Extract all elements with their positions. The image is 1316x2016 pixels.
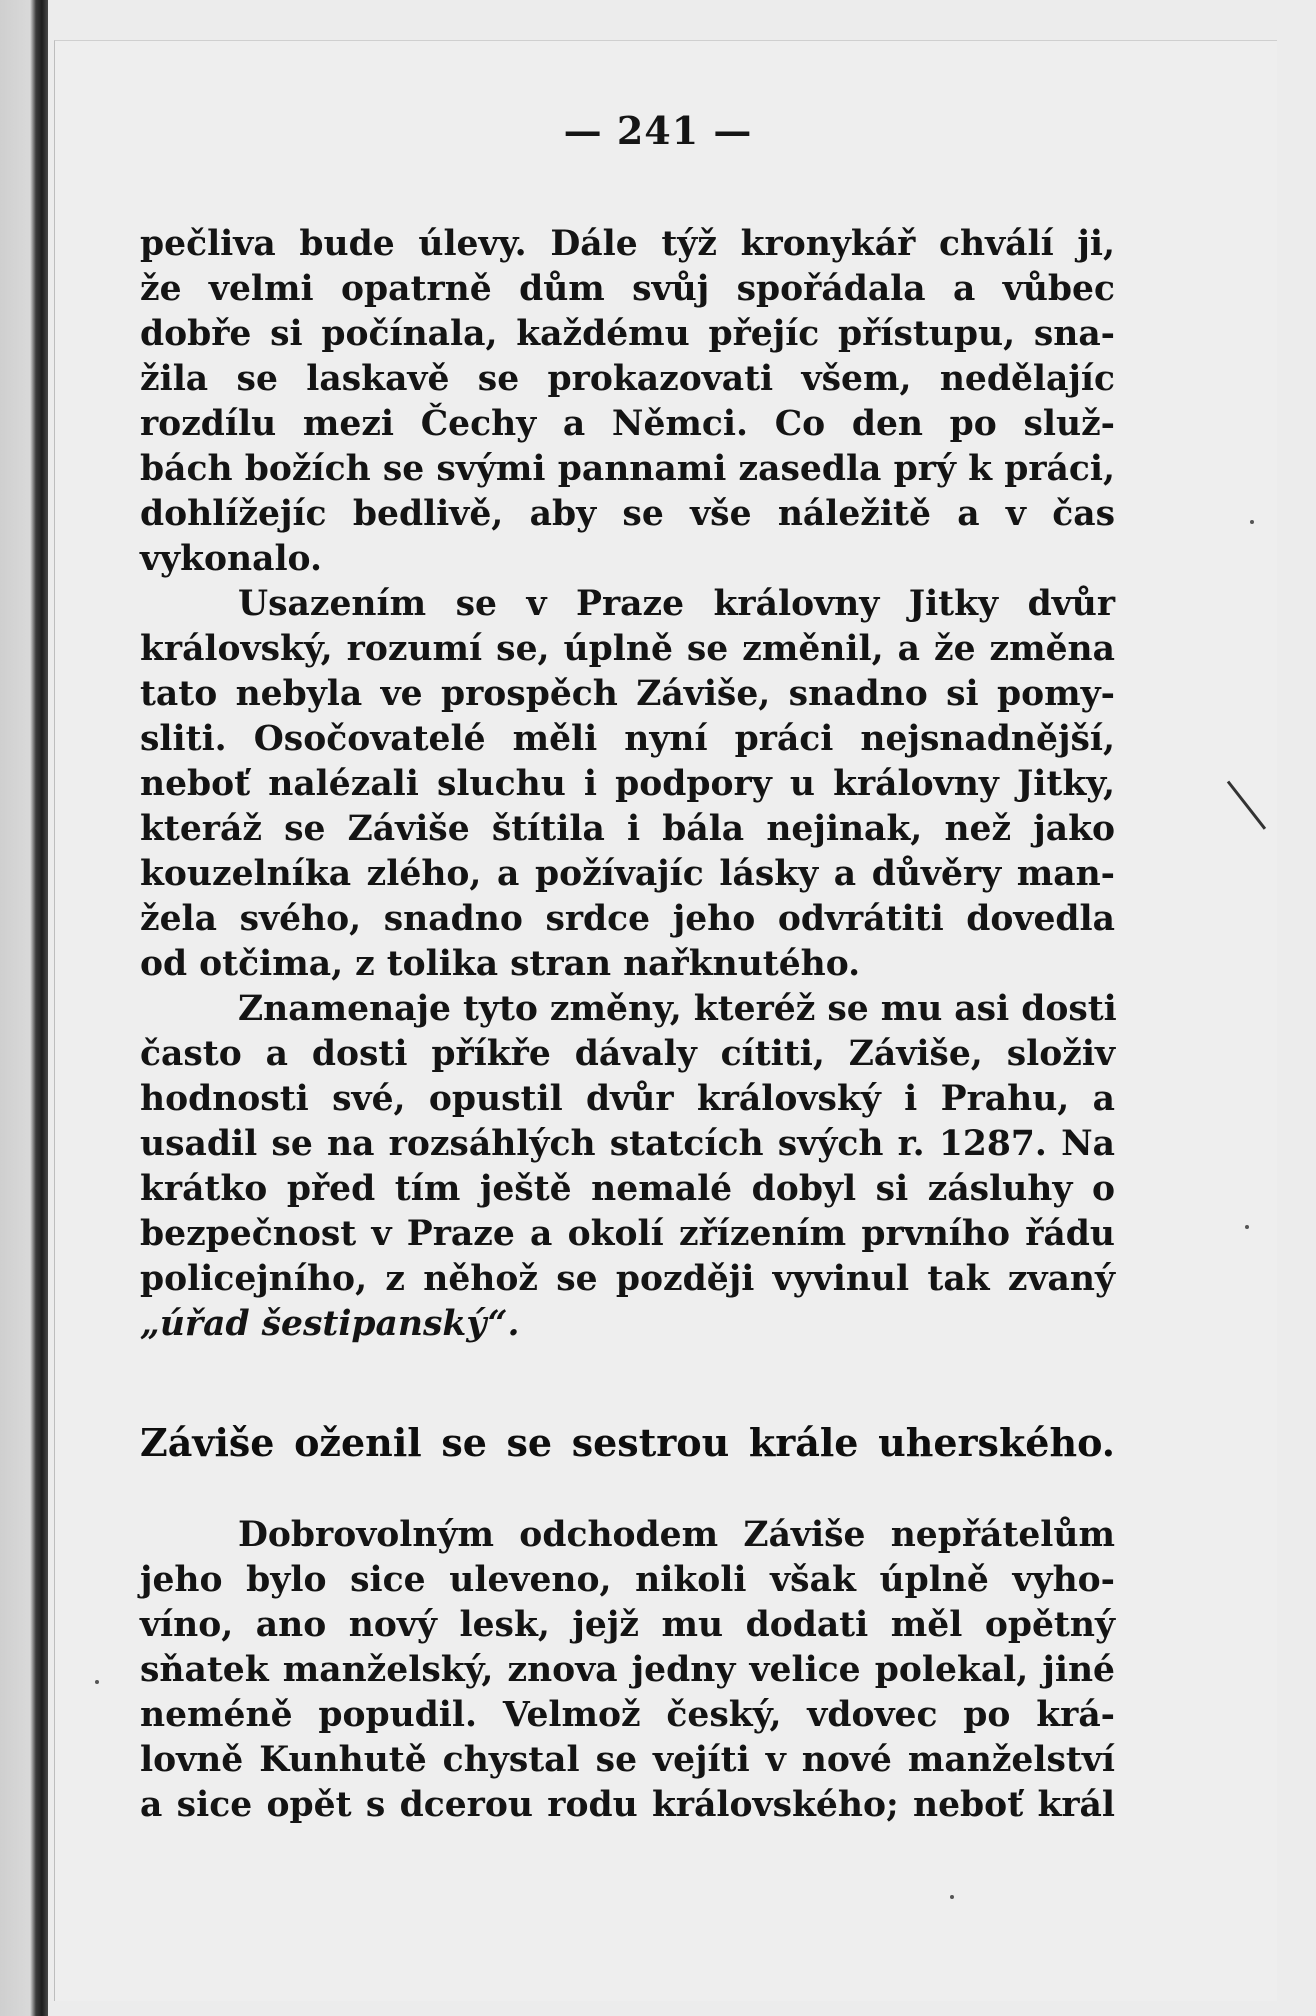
text-line: bezpečnost v Praze a okolí zřízením prvního řádu xyxy=(140,1214,1115,1254)
text-line: rozdílu mezi Čechy a Němci. Co den po služ- xyxy=(140,404,1115,444)
text-line: sliti. Osočovatelé měli nyní práci nejsnadnější, xyxy=(140,719,1115,759)
text-line: víno, ano nový lesk, jejž mu dodati měl opětný xyxy=(140,1605,1115,1645)
text-line: tato nebyla ve prospěch Záviše, snadno si pomy- xyxy=(140,674,1115,714)
paragraph-2 xyxy=(140,582,1115,987)
text-line: často a dosti příkře dávaly cítiti, Záviše, složiv xyxy=(140,1034,1115,1074)
paragraph-1 xyxy=(140,222,1115,582)
text-line: kteráž se Záviše štítila i bála nejinak, než jako xyxy=(140,809,1115,849)
dust-speck xyxy=(1250,520,1254,524)
text-line: žila se laskavě se prokazovati všem, nedělajíc xyxy=(140,359,1115,399)
paragraph-4 xyxy=(140,1513,1115,1828)
text-line: Znamenaje tyto změny, kteréž se mu asi dosti xyxy=(238,989,1117,1029)
text-line: Dobrovolným odchodem Záviše nepřátelům xyxy=(238,1515,1115,1555)
text-line: neboť nalézali sluchu i podpory u královny Jitky, xyxy=(140,764,1115,804)
text-line: a sice opět s dcerou rodu královského; neboť král xyxy=(140,1785,1115,1825)
text-line: dohlížejíc bedlivě, aby se vše náležitě a v čas xyxy=(140,494,1115,534)
text-line: žela svého, snadno srdce jeho odvrátiti dovedla xyxy=(140,899,1115,939)
dust-speck xyxy=(95,1680,99,1684)
text-line: krátko před tím ještě nemalé dobyl si zásluhy o xyxy=(140,1169,1115,1209)
text-line: sňatek manželský, znova jedny velice polekal, jiné xyxy=(140,1650,1115,1690)
text-line: neméně popudil. Velmož český, vdovec po krá- xyxy=(140,1695,1115,1735)
text-line-italic: „úřad šestipanský“. xyxy=(140,1304,520,1344)
text-line: bách božích se svými pannami zasedla prý k práci, xyxy=(140,449,1115,489)
text-line: jeho bylo sice uleveno, nikoli však úplně vyho- xyxy=(140,1560,1115,1600)
dust-speck xyxy=(1245,1225,1249,1229)
text-line: hodnosti své, opustil dvůr královský i Prahu, a xyxy=(140,1079,1115,1119)
book-gutter xyxy=(0,0,48,2016)
paragraph-3 xyxy=(140,987,1115,1347)
text-line: že velmi opatrně dům svůj spořádala a vůbec xyxy=(140,269,1115,309)
text-line: od otčima, z tolika stran nařknutého. xyxy=(140,944,861,984)
text-line: usadil se na rozsáhlých statcích svých r. 1287. Na xyxy=(140,1124,1115,1164)
text-line: královský, rozumí se, úplně se změnil, a že změna xyxy=(140,629,1115,669)
text-line: Usazením se v Praze královny Jitky dvůr xyxy=(238,584,1115,624)
text-line: policejního, z něhož se později vyvinul tak zvaný xyxy=(140,1259,1115,1299)
dust-speck xyxy=(950,1895,954,1899)
text-line: kouzelníka zlého, a požívajíc lásky a důvěry man- xyxy=(140,854,1115,894)
page-number-header: — 241 — xyxy=(563,108,753,153)
text-line: dobře si počínala, každému přejíc přístupu, sna- xyxy=(140,314,1115,354)
section-heading: Záviše oženil se se sestrou krále uherského. xyxy=(140,1420,1115,1465)
text-line: pečliva bude úlevy. Dále týž kronykář chválí ji, xyxy=(140,224,1115,264)
text-line: lovně Kunhutě chystal se vejíti v nové manželství xyxy=(140,1740,1115,1780)
text-line: vykonalo. xyxy=(140,539,322,579)
